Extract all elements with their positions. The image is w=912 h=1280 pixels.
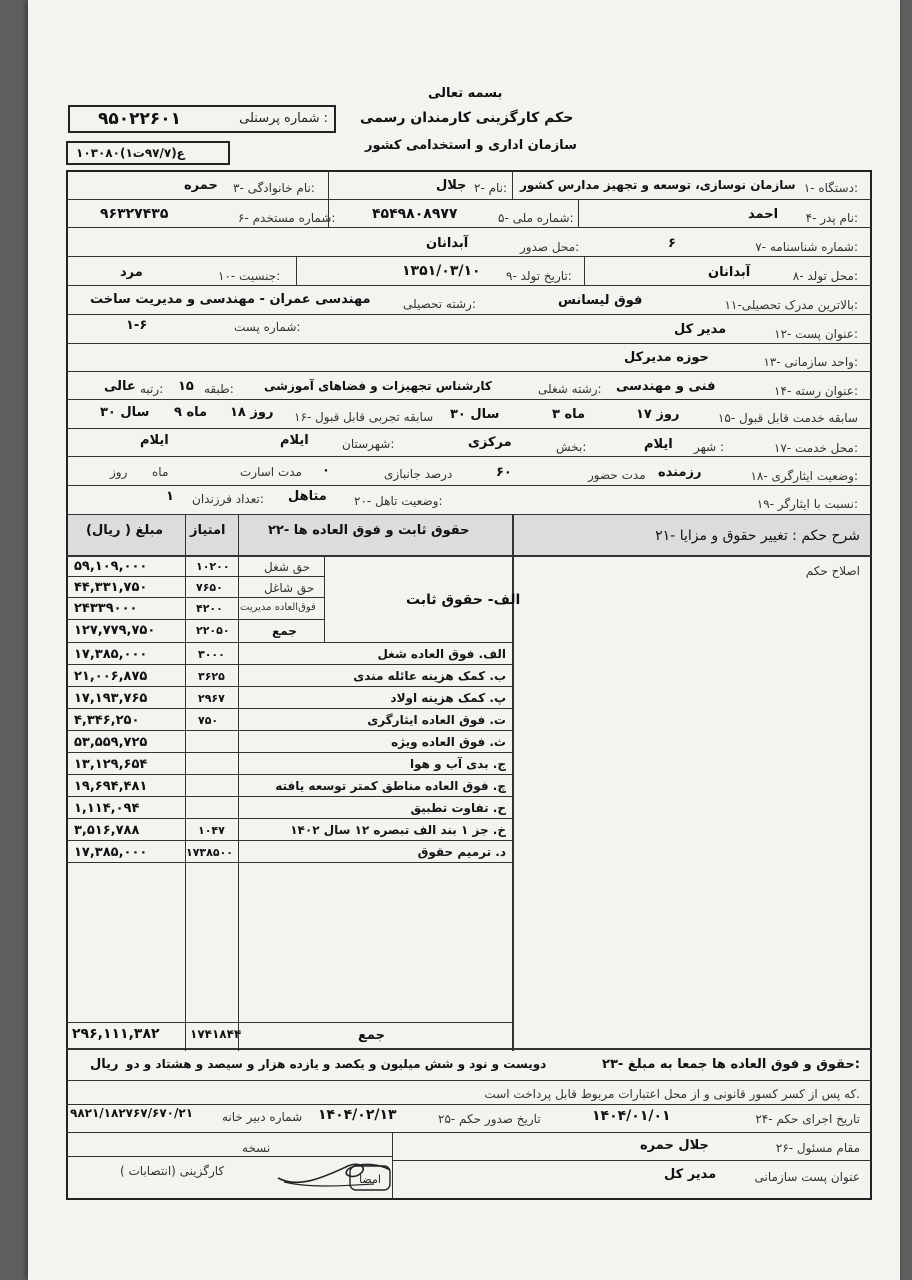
field-20-value: متاهل	[288, 489, 327, 504]
field-17-label: ۱۷- محل خدمت:	[773, 441, 858, 455]
amount-column-header: مبلغ ( ریال)	[86, 523, 164, 538]
allowance-row-amount: ۱۳,۱۲۹,۶۵۴	[74, 757, 148, 772]
fixed-row-amount: ۴۴,۳۳۱,۷۵۰	[74, 580, 148, 595]
field-16-days: ۱۸ روز	[230, 405, 274, 420]
post-title-label: عنوان پست سازمانی	[754, 1170, 860, 1184]
allowance-row-amount: ۱۷,۱۹۳,۷۶۵	[74, 691, 148, 706]
field-4-label: ۴- نام پدر:	[805, 211, 858, 225]
district-label: بخش:	[556, 440, 587, 454]
field-26-value: جلال حمره	[640, 1138, 709, 1153]
field-26-label: ۲۶- مقام مسئول	[775, 1141, 860, 1155]
field-10-value: مرد	[120, 265, 143, 280]
captivity-value: ۰	[322, 463, 330, 478]
job-field-label: رشته شغلی:	[538, 382, 602, 396]
post-title-value: مدیر کل	[664, 1167, 717, 1182]
bismillah: بسمه تعالی	[428, 86, 503, 101]
fixed-row-amount: ۲۴۳۳۹۰۰۰	[74, 601, 138, 616]
class-value: ۱۵	[178, 379, 194, 394]
field-15-label: ۱۵- سابقه خدمت قابل قبول	[717, 411, 858, 425]
copy-label: نسخه	[242, 1141, 271, 1155]
field-3-label: ۳- نام خانوادگی:	[233, 181, 315, 195]
field-18-value: رزمنده	[658, 465, 702, 480]
fixed-salary-group-label: الف- حقوق ثابت	[406, 592, 521, 608]
section-22-title: ۲۲- حقوق ثابت و فوق العاده ها	[268, 523, 470, 538]
field-4-value: احمد	[748, 207, 779, 222]
fixed-row-label: حق شغل	[264, 560, 311, 574]
rank-label: رتبه:	[140, 382, 164, 396]
field-13-label: ۱۳- واحد سازمانی:	[763, 355, 858, 369]
field-14-label: ۱۴- عنوان رسته:	[774, 384, 858, 398]
rank-value: عالی	[104, 379, 136, 394]
field-16-months: ۹ ماه	[174, 405, 208, 420]
allowance-row-points: ۳۶۲۵	[198, 670, 225, 683]
field-9-value: ۱۳۵۱/۰۳/۱۰	[402, 263, 481, 279]
allowance-row-label: ت. فوق العاده ایثارگری	[367, 713, 506, 727]
form-title: حکم کارگزینی کارمندان رسمی	[360, 110, 574, 126]
section-21-text: اصلاح حکم	[805, 564, 860, 578]
field-2-label: ۲- نام:	[474, 181, 508, 195]
field-6-value: ۹۶۳۲۷۴۳۵	[100, 206, 169, 222]
captivity-day-word: روز	[110, 465, 128, 479]
field-15-days: ۱۷ روز	[636, 407, 680, 422]
allowance-row-label: ب. کمک هزینه عائله مندی	[353, 669, 506, 683]
field-12-label: ۱۲- عنوان پست:	[774, 327, 858, 341]
main-form-table	[66, 170, 872, 1200]
deduction-note: که پس از کسر کسور قانونی و از محل اعتبارات مربوط قابل پرداخت است.	[484, 1087, 860, 1101]
allowance-row-amount: ۵۳,۵۵۹,۷۲۵	[74, 735, 148, 750]
allowance-row-amount: ۱,۱۱۴,۰۹۴	[74, 801, 140, 816]
field-13-value: حوزه مدیرکل	[624, 350, 709, 365]
salary-total-points: ۱۷۴۱۸۴۴	[190, 1027, 242, 1041]
allowance-row-amount: ۱۷,۳۸۵,۰۰۰	[74, 845, 148, 860]
allowance-row-label: الف. فوق العاده شغل	[377, 647, 506, 661]
allowance-row-amount: ۴,۳۴۶,۲۵۰	[74, 713, 140, 728]
disability-value: ۶۰	[496, 465, 512, 480]
field-5-value: ۴۵۴۹۸۰۸۹۷۷	[372, 206, 458, 222]
form-code-box	[66, 141, 230, 165]
salary-total-label: جمع	[358, 1028, 385, 1043]
field-7-value: ۶	[668, 236, 676, 251]
personnel-number-label: شماره پرسنلی :	[239, 111, 328, 126]
allowance-row-points: ۱۰۴۷	[198, 824, 225, 837]
allowance-row-label: ح. تفاوت تطبیق	[410, 801, 506, 815]
major-label: رشته تحصیلی:	[403, 297, 476, 311]
allowance-row-amount: ۳,۵۱۶,۷۸۸	[74, 823, 140, 838]
field-11-value: فوق لیسانس	[558, 293, 643, 308]
fixed-row-points: ۱۰۲۰۰	[196, 560, 230, 573]
field-23-label: ۲۳- حقوق و فوق العاده ها جمعا به مبلغ:	[602, 1057, 860, 1072]
field-7-label: ۷- شماره شناسنامه:	[755, 240, 858, 254]
class-label: طبقه:	[204, 382, 234, 396]
field-23-unit: ریال	[90, 1057, 119, 1072]
district-value: مرکزی	[468, 435, 512, 450]
field-18-label: ۱۸- وضعیت ایثارگری:	[750, 469, 858, 483]
allowance-row-amount: ۱۹,۶۹۴,۴۸۱	[74, 779, 148, 794]
field-1-value: سازمان نوسازی، توسعه و تجهیز مدارس کشور	[520, 178, 796, 192]
form-code: ع(۹۷/۷ت۱)۱۰۳۰۸۰	[76, 146, 185, 160]
field-15-months: ۳ ماه	[552, 407, 586, 422]
city-value: ایلام	[644, 437, 673, 452]
post-number-label: شماره پست:	[234, 320, 301, 334]
county-value: ایلام	[280, 433, 309, 448]
disability-label: درصد جانبازی	[384, 467, 453, 481]
allowance-row-label: ث. فوق العاده ویژه	[391, 735, 506, 749]
field-10-label: ۱۰- جنسیت:	[218, 269, 281, 283]
field-19-label: ۱۹- نسبت با ایثارگر:	[756, 497, 858, 511]
province-value: ایلام	[140, 433, 169, 448]
fixed-row-label: جمع	[272, 624, 297, 638]
children-value: ۱	[166, 489, 174, 504]
allowance-row-amount: ۲۱,۰۰۶,۸۷۵	[74, 669, 148, 684]
signature-mark	[270, 1144, 394, 1196]
secretariat-number-label: شماره دبیر خانه	[222, 1110, 303, 1124]
captivity-label: مدت اسارت	[240, 465, 302, 479]
city-label: شهر :	[694, 440, 725, 454]
issue-place-label: محل صدور:	[520, 240, 580, 254]
allowance-row-label: ج. بدی آب و هوا	[410, 757, 506, 771]
field-3-value: حمره	[184, 178, 218, 193]
allowance-row-label: چ. فوق العاده مناطق کمتر توسعه یافته	[275, 779, 506, 793]
fixed-row-points: ۲۲۰۵۰	[196, 624, 230, 637]
allowance-row-points: ۲۹۶۷	[198, 692, 225, 705]
field-6-label: ۶- شماره مستخدم:	[238, 211, 336, 225]
presence-label: مدت حضور	[588, 468, 646, 482]
section-21-title: ۲۱- شرح حکم : تغییر حقوق و مزایا	[655, 528, 860, 544]
job-field-value: کارشناس تجهیزات و فضاهای آموزشی	[264, 379, 492, 393]
personnel-number-box	[68, 105, 336, 133]
captivity-month-word: ماه	[152, 465, 169, 479]
field-2-value: جلال	[436, 178, 467, 193]
field-16-years: ۳۰ سال	[100, 405, 150, 420]
field-24-label: ۲۴- تاریخ اجرای حکم	[755, 1112, 860, 1126]
allowance-row-label: د. ترمیم حقوق	[417, 845, 506, 859]
field-24-value: ۱۴۰۴/۰۱/۰۱	[592, 1108, 671, 1124]
field-20-label: ۲۰- وضعیت تاهل:	[354, 494, 443, 508]
fixed-row-points: ۷۶۵۰	[196, 581, 223, 594]
points-column-header: امتیاز	[190, 523, 226, 538]
fixed-row-amount: ۱۲۷,۷۷۹,۷۵۰	[74, 623, 156, 638]
fixed-row-points: ۴۲۰۰	[196, 602, 223, 615]
field-15-years: ۳۰ سال	[450, 407, 500, 422]
county-label: شهرستان:	[342, 437, 395, 451]
secretariat-number-value: ۹۸۲۱/۱۸۲۷۶۷/۶۷۰/۲۱	[70, 1106, 194, 1120]
document-page	[28, 0, 900, 1280]
allowance-row-amount: ۱۷,۳۸۵,۰۰۰	[74, 647, 148, 662]
allowance-row-points: ۱۷۳۸۵۰۰	[186, 846, 233, 859]
field-14-value: فنی و مهندسی	[616, 379, 716, 394]
field-5-label: ۵- شماره ملی:	[498, 211, 574, 225]
allowance-row-label: خ. جز ۱ بند الف تبصره ۱۲ سال ۱۴۰۲	[290, 823, 506, 837]
field-25-value: ۱۴۰۴/۰۲/۱۳	[318, 1107, 397, 1123]
copy-value: کارگزینی (انتصابات )	[120, 1164, 225, 1178]
field-16-label: ۱۶- سابقه تجربی قابل قبول	[294, 410, 434, 424]
allowance-row-points: ۳۰۰۰	[198, 648, 225, 661]
field-1-label: ۱- دستگاه:	[803, 181, 858, 195]
field-12-value: مدیر کل	[674, 322, 727, 337]
fixed-row-amount: ۵۹,۱۰۹,۰۰۰	[74, 559, 148, 574]
field-23-amount-words: دویست و نود و شش میلیون و یکصد و یازده هزار و سیصد و هشتاد و دو	[126, 1057, 547, 1071]
fixed-row-label: فوق‌العاده مدیریت	[240, 602, 316, 613]
personnel-number: ۹۵۰۲۲۶۰۱	[98, 109, 182, 129]
field-8-label: ۸- محل تولد:	[792, 269, 858, 283]
fixed-row-label: حق شاغل	[264, 581, 315, 595]
issue-place-value: آبدانان	[426, 236, 469, 251]
field-11-label: ۱۱-بالاترین مدرک تحصیلی:	[724, 298, 858, 312]
organization-name: سازمان اداری و استخدامی کشور	[365, 138, 577, 153]
signature-stamp-text: امضا	[359, 1173, 381, 1186]
field-9-label: ۹- تاریخ تولد:	[506, 269, 572, 283]
post-number-value: ۱-۶	[126, 318, 148, 333]
field-8-value: آبدانان	[708, 265, 751, 280]
allowance-row-points: ۷۵۰	[198, 714, 219, 727]
salary-total-amount: ۲۹۶,۱۱۱,۳۸۲	[72, 1026, 160, 1042]
field-25-label: ۲۵- تاریخ صدور حکم	[438, 1112, 541, 1126]
children-label: تعداد فرزندان:	[192, 492, 264, 506]
allowance-row-label: پ. کمک هزینه اولاد	[390, 691, 506, 705]
major-value: مهندسی عمران - مهندسی و مدیریت ساخت	[90, 292, 371, 307]
